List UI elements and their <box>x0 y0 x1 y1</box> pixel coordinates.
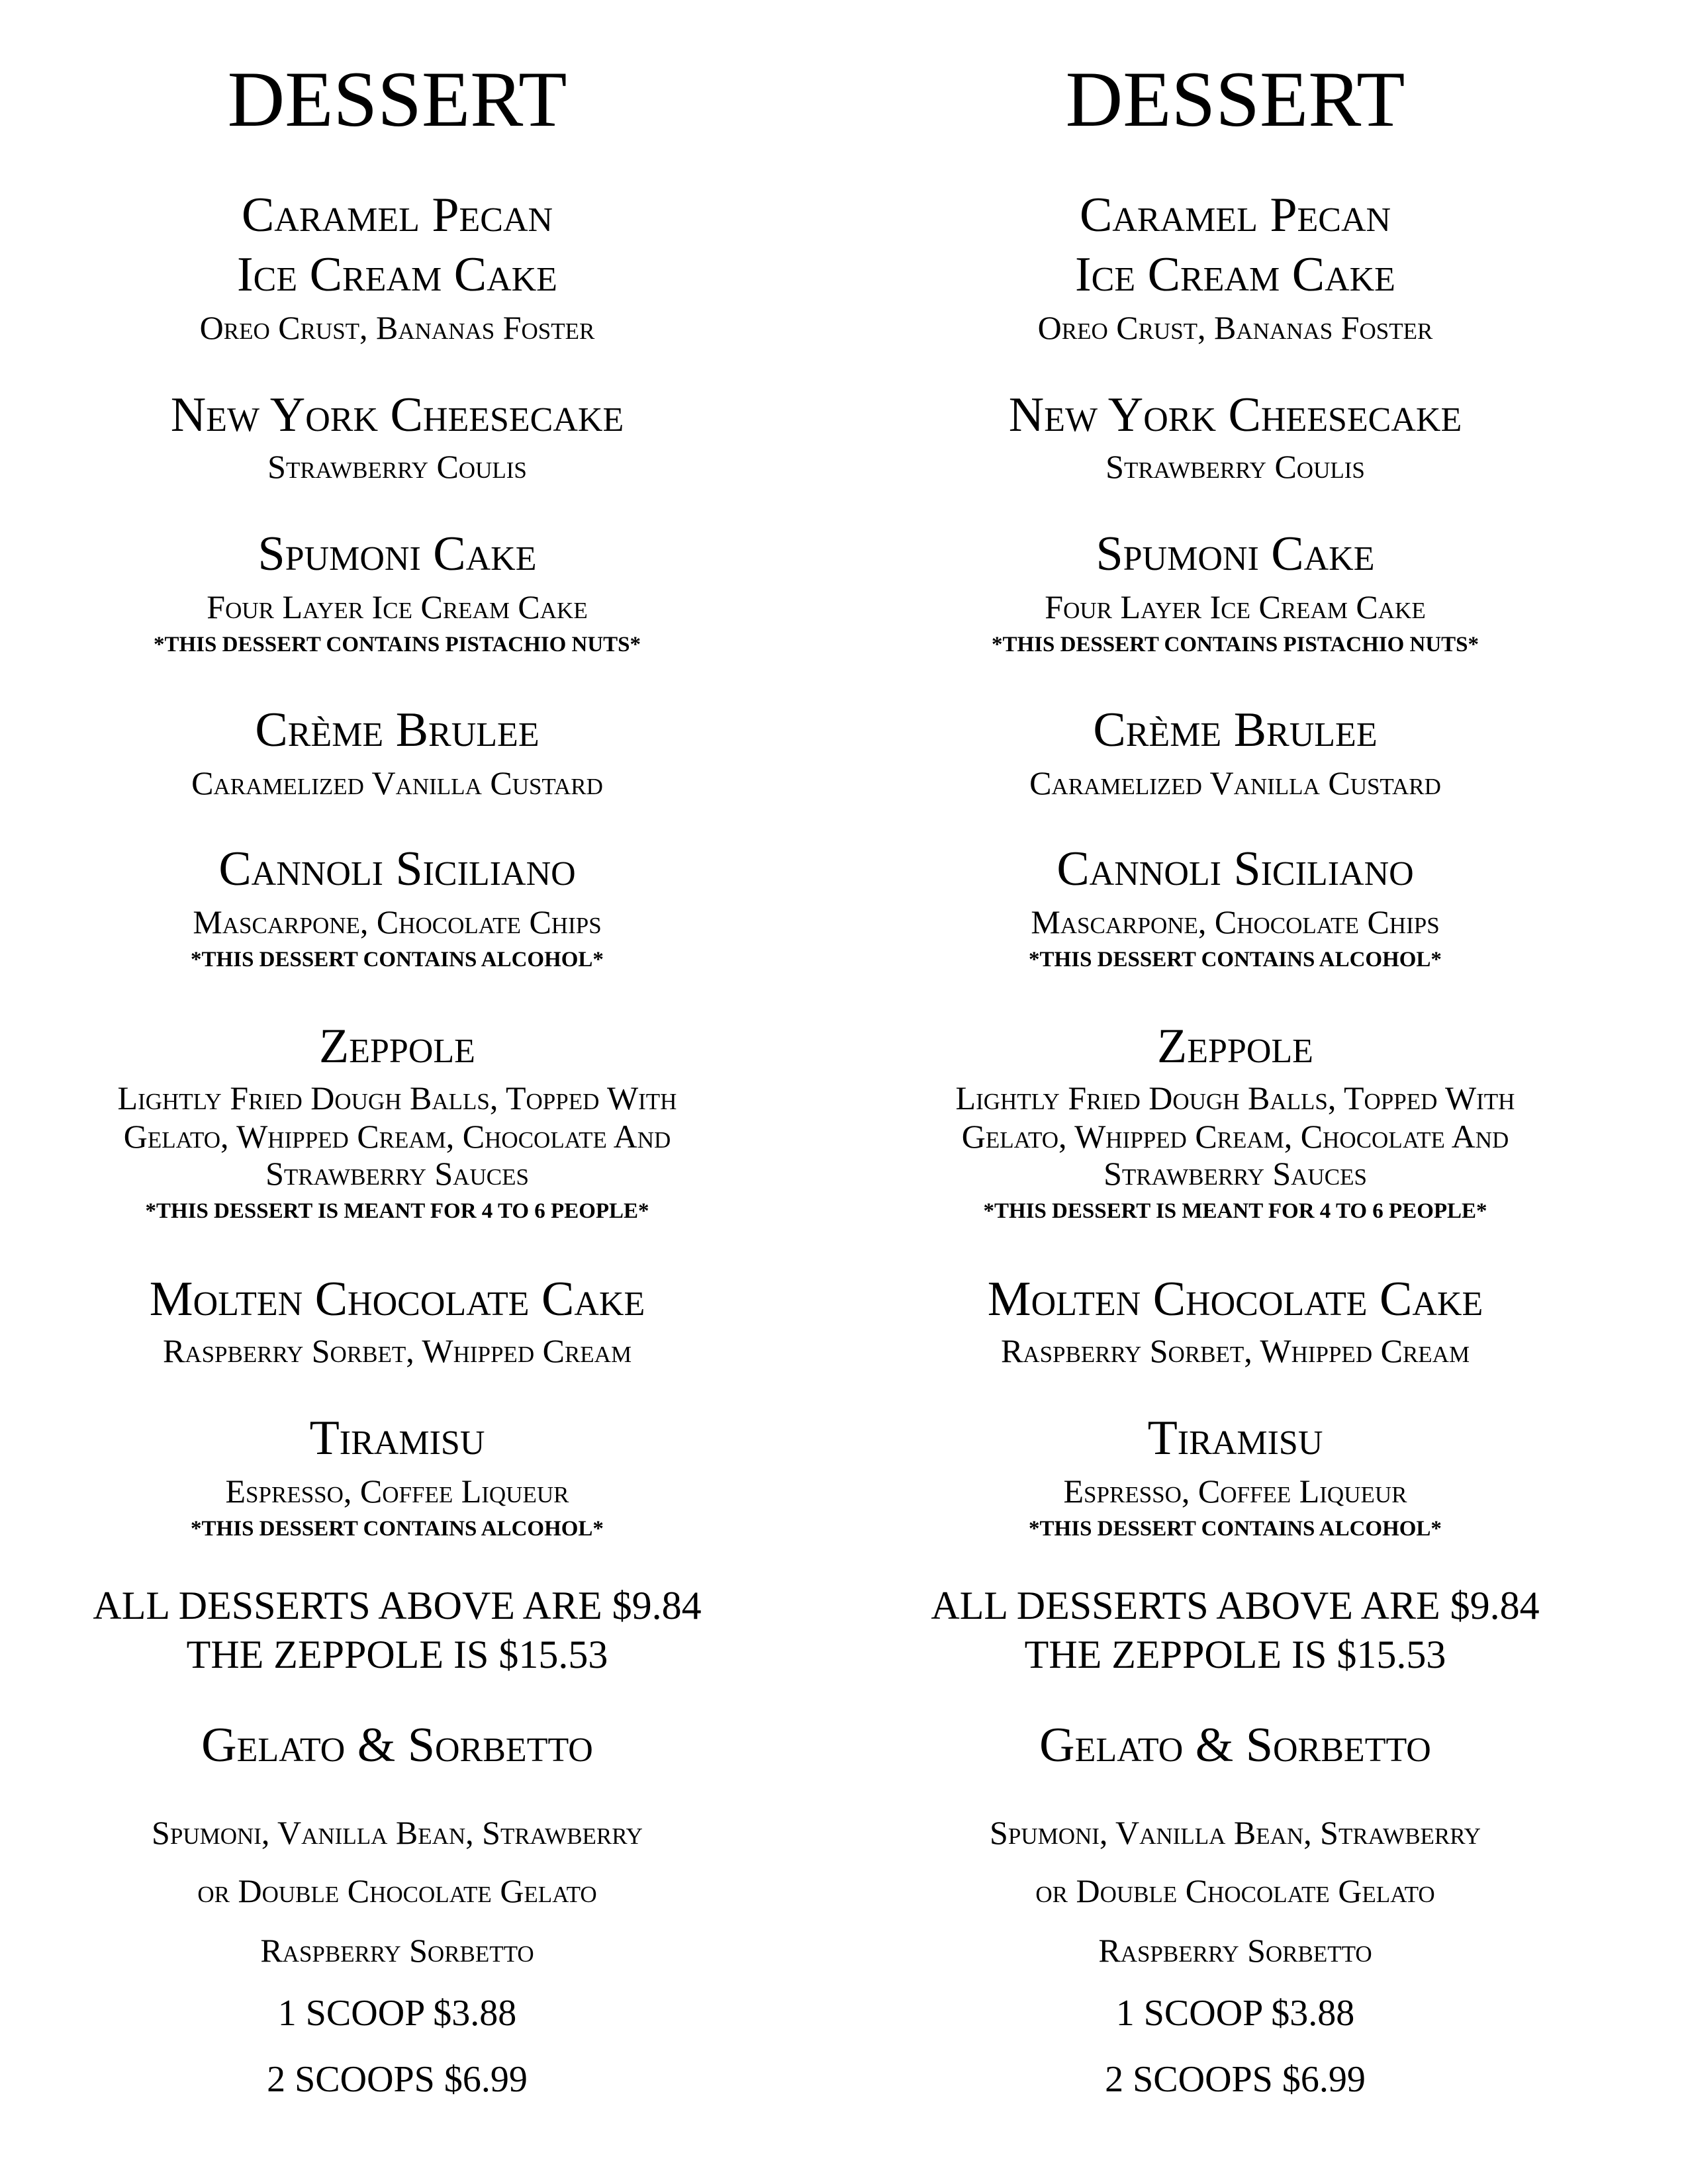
zeppole-description-line3: Strawberry Sauces <box>265 1155 529 1192</box>
spumoni-cake-name: Spumoni Cake <box>1096 527 1375 581</box>
tiramisu-alcohol-note: *THIS DESSERT CONTAINS ALCOHOL* <box>1029 1517 1442 1541</box>
caramel-pecan-name-line1: Caramel Pecan <box>1079 188 1391 242</box>
spumoni-cake-description: Four Layer Ice Cream Cake <box>207 588 588 625</box>
creme-brulee-name: Crème Brulee <box>1093 703 1378 757</box>
tiramisu-description: Espresso, Coffee Liqueur <box>225 1473 569 1510</box>
cannoli-description: Mascarpone, Chocolate Chips <box>193 903 602 940</box>
cannoli-name: Cannoli Siciliano <box>1056 842 1414 896</box>
caramel-pecan-name-line1: Caramel Pecan <box>241 188 553 242</box>
gelato-flavors-line1: Spumoni, Vanilla Bean, Strawberry <box>990 1814 1481 1851</box>
molten-cake-description: Raspberry Sorbet, Whipped Cream <box>162 1332 632 1369</box>
zeppole-price-line: THE ZEPPOLE IS $15.53 <box>1024 1633 1446 1676</box>
caramel-pecan-description: Oreo Crust, Bananas Foster <box>1037 309 1433 346</box>
zeppole-serving-note: *THIS DESSERT IS MEANT FOR 4 TO 6 PEOPLE* <box>983 1199 1487 1223</box>
tiramisu-alcohol-note: *THIS DESSERT CONTAINS ALCOHOL* <box>191 1517 604 1541</box>
creme-brulee-description: Caramelized Vanilla Custard <box>1029 764 1441 801</box>
spumoni-cake-description: Four Layer Ice Cream Cake <box>1045 588 1426 625</box>
cannoli-description: Mascarpone, Chocolate Chips <box>1031 903 1440 940</box>
molten-cake-name: Molten Chocolate Cake <box>149 1272 645 1326</box>
dessert-price-line: ALL DESSERTS ABOVE ARE $9.84 <box>93 1584 702 1627</box>
cheesecake-name: New York Cheesecake <box>1008 388 1462 442</box>
sorbetto-flavor: Raspberry Sorbetto <box>260 1932 534 1969</box>
gelato-heading: Gelato & Sorbetto <box>1039 1718 1431 1772</box>
dessert-price-line: ALL DESSERTS ABOVE ARE $9.84 <box>931 1584 1540 1627</box>
spumoni-cake-allergen-note: *THIS DESSERT CONTAINS PISTACHIO NUTS* <box>991 633 1479 657</box>
cannoli-name: Cannoli Siciliano <box>218 842 576 896</box>
tiramisu-description: Espresso, Coffee Liqueur <box>1063 1473 1407 1510</box>
gelato-flavors-line1: Spumoni, Vanilla Bean, Strawberry <box>152 1814 643 1851</box>
cannoli-alcohol-note: *THIS DESSERT CONTAINS ALCOHOL* <box>1029 948 1442 972</box>
zeppole-serving-note: *THIS DESSERT IS MEANT FOR 4 TO 6 PEOPLE* <box>145 1199 649 1223</box>
gelato-heading: Gelato & Sorbetto <box>201 1718 593 1772</box>
caramel-pecan-name-line2: Ice Cream Cake <box>237 248 557 302</box>
molten-cake-description: Raspberry Sorbet, Whipped Cream <box>1000 1332 1470 1369</box>
zeppole-description-line1: Lightly Fried Dough Balls, Topped With <box>117 1079 677 1116</box>
one-scoop-price: 1 SCOOP $3.88 <box>1115 1993 1355 2034</box>
zeppole-name: Zeppole <box>1157 1019 1313 1073</box>
creme-brulee-name: Crème Brulee <box>255 703 539 757</box>
sorbetto-flavor: Raspberry Sorbetto <box>1098 1932 1372 1969</box>
zeppole-name: Zeppole <box>319 1019 475 1073</box>
two-scoops-price: 2 SCOOPS $6.99 <box>1105 2059 1366 2100</box>
zeppole-description-line2: Gelato, Whipped Cream, Chocolate And <box>123 1118 671 1155</box>
zeppole-price-line: THE ZEPPOLE IS $15.53 <box>186 1633 608 1676</box>
caramel-pecan-name-line2: Ice Cream Cake <box>1075 248 1395 302</box>
zeppole-description-line2: Gelato, Whipped Cream, Chocolate And <box>961 1118 1509 1155</box>
caramel-pecan-description: Oreo Crust, Bananas Foster <box>199 309 595 346</box>
menu-title: DESSERT <box>227 55 567 143</box>
cheesecake-description: Strawberry Coulis <box>1105 448 1365 485</box>
menu-title: DESSERT <box>1065 55 1405 143</box>
tiramisu-name: Tiramisu <box>1147 1411 1323 1465</box>
zeppole-description-line3: Strawberry Sauces <box>1103 1155 1367 1192</box>
spumoni-cake-allergen-note: *THIS DESSERT CONTAINS PISTACHIO NUTS* <box>153 633 641 657</box>
two-scoops-price: 2 SCOOPS $6.99 <box>267 2059 528 2100</box>
one-scoop-price: 1 SCOOP $3.88 <box>277 1993 517 2034</box>
gelato-flavors-line2: or Double Chocolate Gelato <box>197 1872 597 1909</box>
gelato-flavors-line2: or Double Chocolate Gelato <box>1035 1872 1435 1909</box>
molten-cake-name: Molten Chocolate Cake <box>987 1272 1483 1326</box>
cheesecake-description: Strawberry Coulis <box>267 448 527 485</box>
zeppole-description-line1: Lightly Fried Dough Balls, Topped With <box>955 1079 1515 1116</box>
cheesecake-name: New York Cheesecake <box>170 388 624 442</box>
spumoni-cake-name: Spumoni Cake <box>258 527 537 581</box>
cannoli-alcohol-note: *THIS DESSERT CONTAINS ALCOHOL* <box>191 948 604 972</box>
creme-brulee-description: Caramelized Vanilla Custard <box>191 764 603 801</box>
tiramisu-name: Tiramisu <box>309 1411 485 1465</box>
